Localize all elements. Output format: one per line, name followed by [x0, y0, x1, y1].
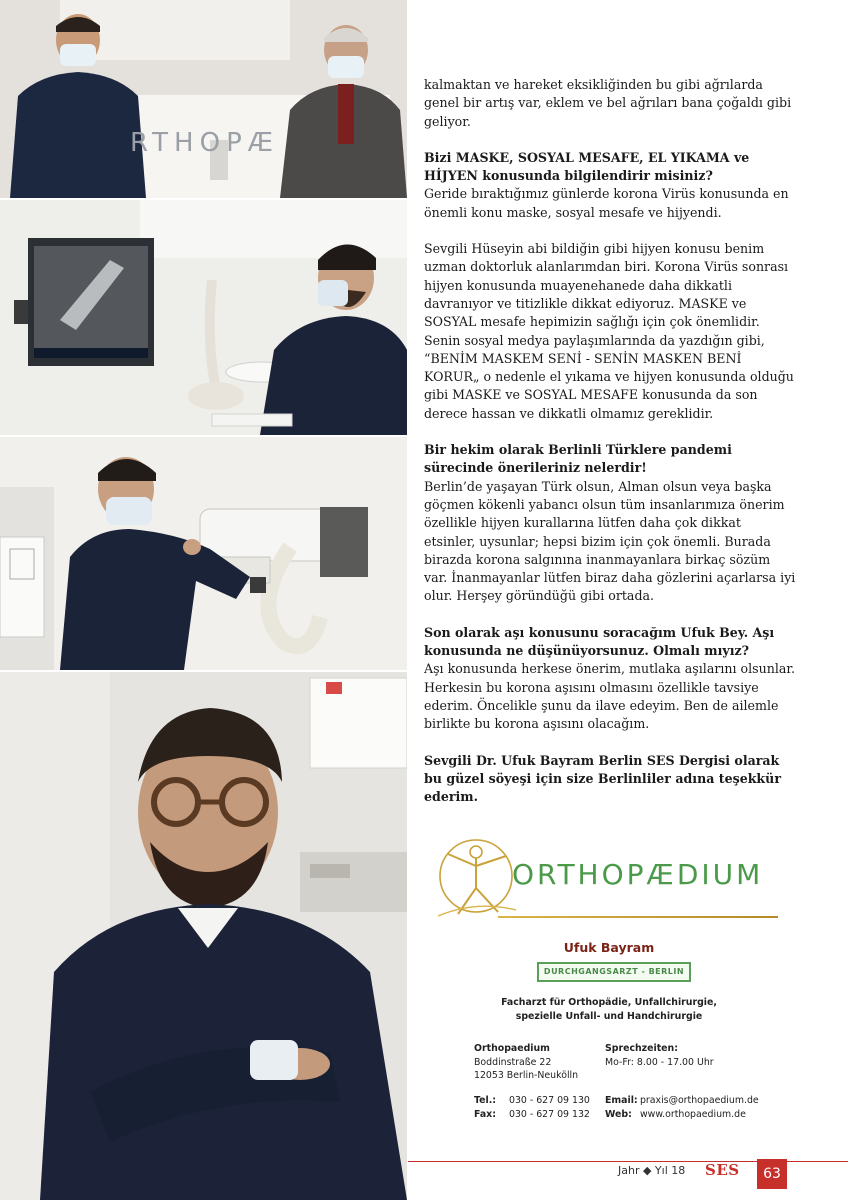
interview-question: Bizi MASKE, SOSYAL MESAFE, EL YIKAMA ve HİJYEN konusunda bilgilendirir misiniz?: [424, 149, 750, 184]
interview-answer: Aşı konusunda herkese önerim, mutlaka aşılarını olsunlar. Herkesin bu korona aşısını olmasını özellikle tavsiye ederim. Öncelikle şunu da ilave edeyim. Ben de ailemle birlikte bu korona aşısını olacağım.: [424, 661, 795, 732]
footer-brand-logo: SES: [705, 1161, 740, 1179]
article-body: [424, 76, 796, 824]
article-paragraph-6: [424, 752, 796, 807]
doctor-name: Ufuk Bayram: [563, 940, 655, 955]
paragraph-text: kalmaktan ve hareket eksikliğinden bu gibi ağrılarda genel bir artış var, eklem ve bel ağrıları bana çoğaldı gibi geliyor.: [424, 77, 792, 129]
article-paragraph-4: [424, 441, 796, 606]
doctor-specialty: [428, 996, 790, 1023]
photo-doctor-portrait-illustration: [0, 672, 407, 1200]
email-link[interactable]: praxis@orthopaedium.de: [639, 1095, 759, 1106]
interview-answer: Sevgili Hüseyin abi bildiğin gibi hijyen konusu benim uzman doktorluk alanlarımdan biri. Korona Virüs sonrası hijyen konusunda muayenehanede daha dikkatli davranıyor ve titizlikle dikkat ediyoruz. MASKE ve SOSYAL mesafe hepimizin sağlığı için çok önemlidir. Senin sosyal medya paylaşımlarında da yazdığın gibi, “BENİM MASKEM SENİ - SENİN MASKEN BENİ KORUR„ o nedenle el yıkama ve hijyen konusunda olduğu gibi MASKE ve SOSYAL MESAFE konusunda da son derece hassan ve dikkatli olmamız gereklidir.: [424, 241, 794, 421]
durchgangsarzt-badge: DURCHGANGSARZT - BERLIN: [537, 962, 691, 982]
photo-reception: [0, 0, 407, 198]
photo-xray-monitor: [0, 200, 407, 435]
street-address: Boddinstraße 22: [474, 1056, 552, 1068]
fax-value: 030 - 627 09 132: [508, 1108, 590, 1120]
web-label: Web:: [605, 1108, 632, 1120]
fax-label: Fax:: [474, 1108, 496, 1120]
specialty-line: spezielle Unfall- und Handchirurgie: [515, 1010, 703, 1022]
logo-wordmark: ORTHOPÆDIUM: [512, 858, 764, 891]
photo-doctor-portrait: [0, 672, 407, 1200]
tel-row: [474, 1094, 590, 1108]
photo-xray-machine-illustration: [0, 437, 407, 670]
photo-xray-monitor-illustration: [0, 200, 407, 435]
email-row: [605, 1094, 759, 1108]
page-number: 63: [757, 1159, 787, 1189]
logo-underline: [498, 916, 778, 918]
reception-sign-text: RTHOPÆ: [130, 128, 280, 158]
vitruvian-figure-icon: [428, 836, 518, 922]
orthopaedium-logo: [428, 836, 790, 922]
web-row: [605, 1108, 759, 1122]
article-paragraph-3: [424, 240, 796, 423]
city-address: 12053 Berlin-Neukölln: [474, 1070, 579, 1081]
article-paragraph-2: [424, 149, 796, 222]
practice-name: Orthopaedium: [474, 1043, 550, 1054]
tel-value[interactable]: 030 - 627 09 130: [508, 1095, 590, 1106]
tel-label: Tel.:: [474, 1095, 497, 1106]
fax-row: [474, 1108, 590, 1122]
article-paragraph-5: [424, 624, 796, 734]
hours-value: Mo-Fr: 8.00 - 17.00 Uhr: [605, 1056, 714, 1068]
practice-address: [474, 1042, 578, 1083]
interview-answer: Geride bıraktığımız günlerde korona Virüs konusunda en önemli konu maske, sosyal mesafe ve hijyendi.: [424, 186, 789, 220]
footer-issue: Jahr ◆ Yıl 18: [618, 1164, 686, 1177]
business-card: [428, 836, 790, 1136]
article-paragraph-1: [424, 76, 796, 131]
photo-reception-illustration: [0, 0, 407, 198]
email-web-block: [605, 1094, 759, 1121]
email-label: Email:: [605, 1095, 638, 1106]
closing-remark: Sevgili Dr. Ufuk Bayram Berlin SES Dergisi olarak bu güzel söyeşi için size Berlinliler adına teşekkür ederim.: [424, 752, 781, 805]
hours-label: Sprechzeiten:: [605, 1043, 678, 1054]
specialty-line: Facharzt für Orthopädie, Unfallchirurgie,: [501, 997, 717, 1008]
interview-question: Son olarak aşı konusunu soracağım Ufuk Bey. Aşı konusunda ne düşünüyorsunuz. Olmalı mıyız?: [424, 624, 775, 659]
opening-hours: [605, 1042, 714, 1069]
web-link[interactable]: www.orthopaedium.de: [639, 1108, 746, 1120]
interview-answer: Berlin’de yaşayan Türk olsun, Alman olsun veya başka göçmen kökenli yabancı olsun tüm insanlarımıza önerim özellikle hijyen kurallarına lütfen daha çok dikkat etsinler, uysunlar; hepsi bizim için çok önemli. Burada birazda korona salgınına inanmayanlara birkaç sözüm var. İnanmayanlar lütfen biraz daha gözlerini açarlarsa iyi olur. Herşey göründüğü gibi ortada.: [424, 478, 796, 604]
phone-fax-block: [474, 1094, 590, 1121]
photo-xray-machine: [0, 437, 407, 670]
interview-question: Bir hekim olarak Berlinli Türklere pandemi sürecinde önerileriniz nelerdir!: [424, 442, 732, 476]
